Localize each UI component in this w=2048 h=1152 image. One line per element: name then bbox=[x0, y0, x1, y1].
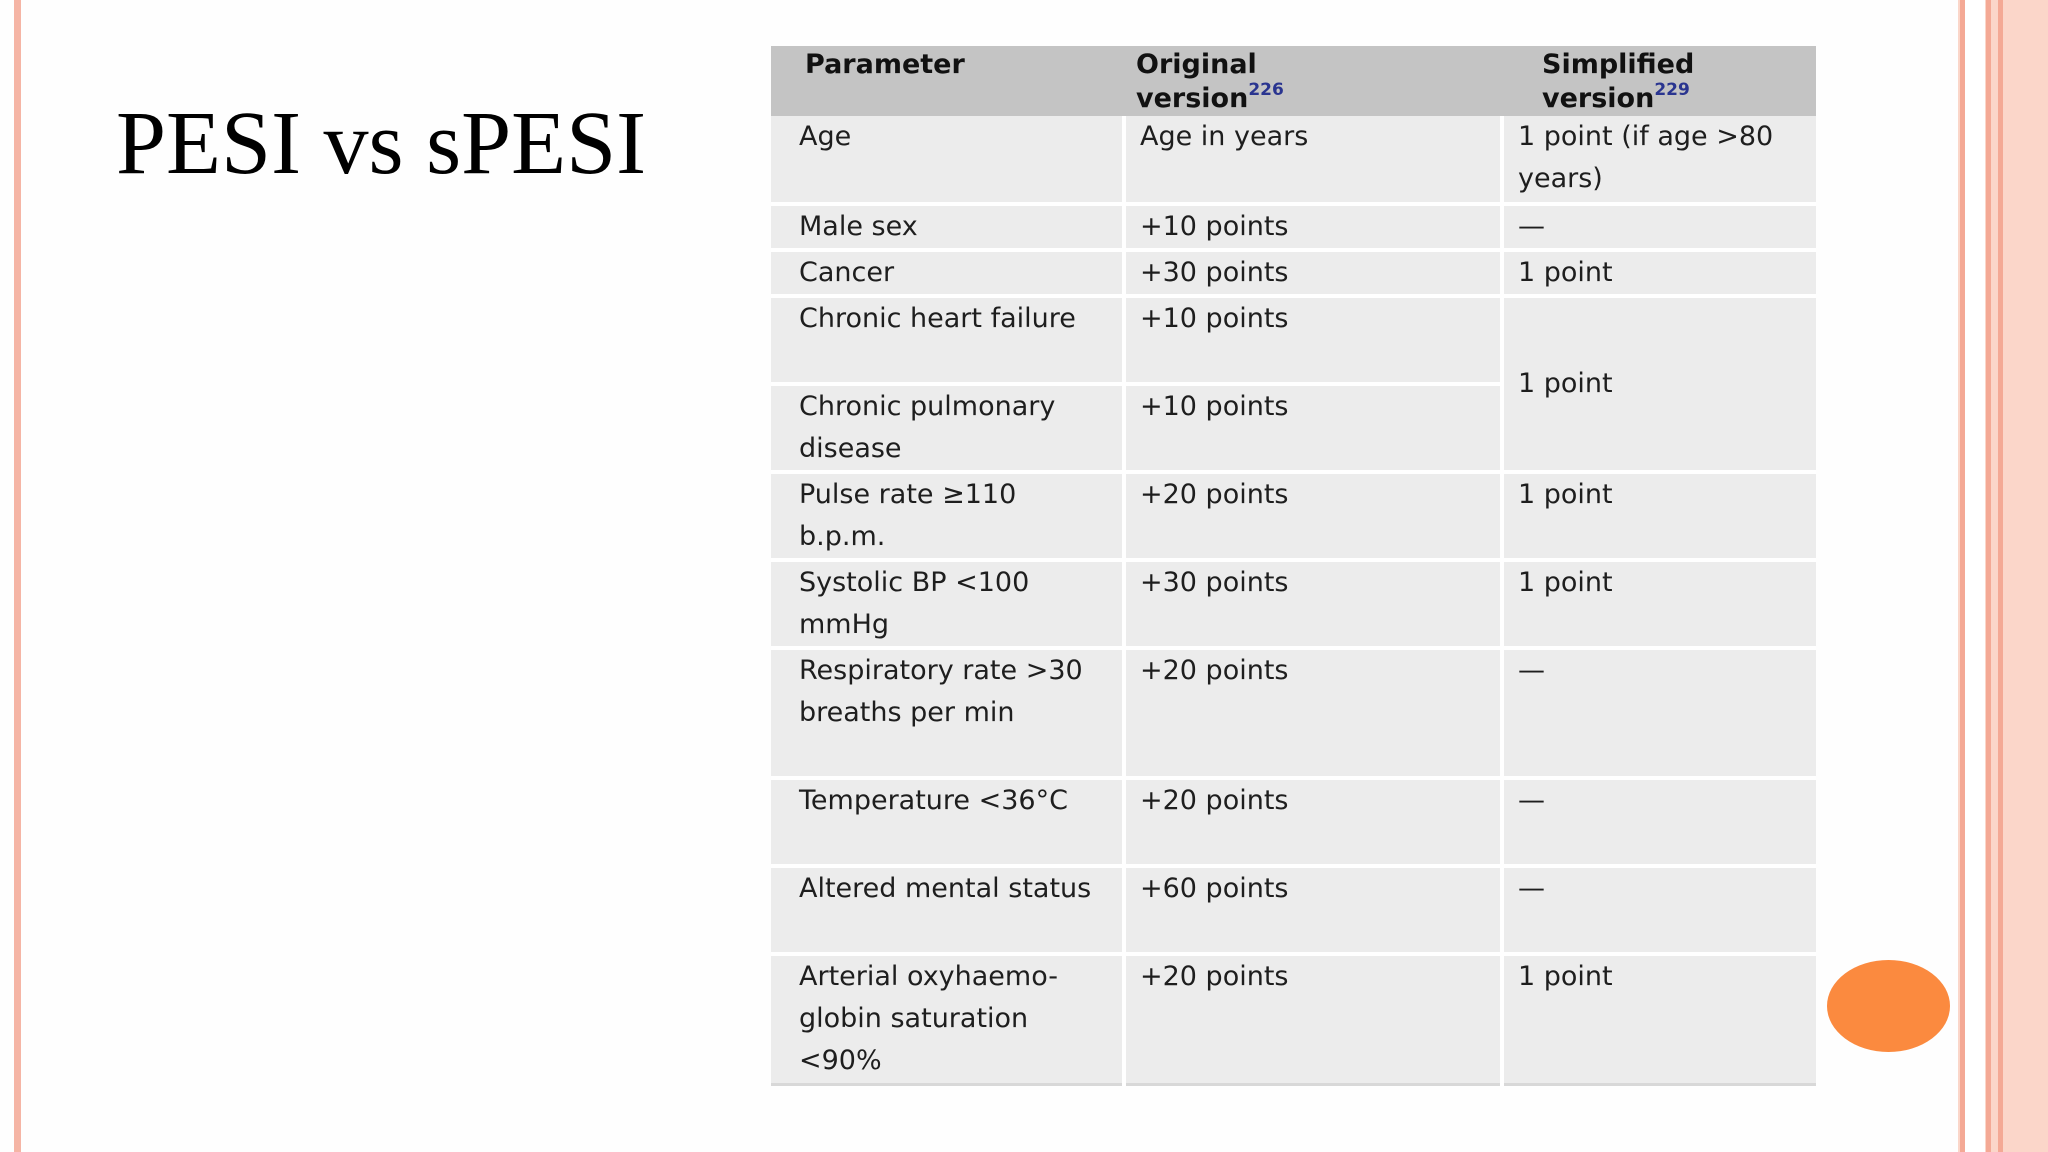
right-border-line bbox=[1998, 0, 2003, 1152]
header-label: Original bbox=[1136, 49, 1257, 80]
cell-parameter: Systolic BP <100 mmHg bbox=[771, 560, 1124, 648]
cell-simplified: 1 point bbox=[1502, 472, 1816, 560]
cell-original: Age in years bbox=[1124, 116, 1502, 204]
table-row bbox=[771, 296, 1816, 384]
header-label: version bbox=[1136, 83, 1249, 114]
cell-simplified-merged: 1 point bbox=[1502, 296, 1816, 472]
cell-simplified: 1 point bbox=[1502, 560, 1816, 648]
table-row bbox=[771, 648, 1816, 778]
cell-parameter: Pulse rate ≥110 b.p.m. bbox=[771, 472, 1124, 560]
header-parameter bbox=[771, 46, 1124, 116]
cell-parameter: Respiratory rate >30 breaths per min bbox=[771, 648, 1124, 778]
cell-simplified: — bbox=[1502, 778, 1816, 866]
cell-original: +20 points bbox=[1124, 954, 1502, 1084]
table-row bbox=[771, 954, 1816, 1084]
header-label: Simplified bbox=[1542, 49, 1695, 80]
table-row bbox=[771, 472, 1816, 560]
right-border-band bbox=[1958, 0, 2048, 1152]
cell-original: +20 points bbox=[1124, 472, 1502, 560]
reference-number: 229 bbox=[1654, 80, 1690, 100]
cell-original: +10 points bbox=[1124, 296, 1502, 384]
header-simplified-version bbox=[1502, 46, 1816, 116]
cell-simplified: — bbox=[1502, 648, 1816, 778]
cell-original: +10 points bbox=[1124, 204, 1502, 250]
cell-original: +20 points bbox=[1124, 648, 1502, 778]
cell-parameter: Male sex bbox=[771, 204, 1124, 250]
pesi-table-container bbox=[771, 46, 1816, 1086]
cell-parameter: Chronic heart failure bbox=[771, 296, 1124, 384]
cell-simplified: — bbox=[1502, 866, 1816, 954]
left-border-stripe bbox=[14, 0, 21, 1152]
cell-simplified: 1 point bbox=[1502, 250, 1816, 296]
table-row bbox=[771, 560, 1816, 648]
header-label: Parameter bbox=[805, 49, 965, 80]
cell-parameter: Arterial oxyhaemo-globin saturation <90% bbox=[771, 954, 1124, 1084]
header-original-version bbox=[1124, 46, 1502, 116]
slide-title: PESI vs sPESI bbox=[116, 94, 647, 193]
right-border-line bbox=[1986, 0, 1991, 1152]
table-row bbox=[771, 250, 1816, 296]
reference-number: 226 bbox=[1248, 80, 1284, 100]
cell-original: +60 points bbox=[1124, 866, 1502, 954]
cell-simplified: — bbox=[1502, 204, 1816, 250]
cell-original: +30 points bbox=[1124, 560, 1502, 648]
table-header-row bbox=[771, 46, 1816, 116]
cell-parameter: Chronic pulmonary disease bbox=[771, 384, 1124, 472]
cell-original: +10 points bbox=[1124, 384, 1502, 472]
cell-parameter: Temperature <36°C bbox=[771, 778, 1124, 866]
cell-original: +20 points bbox=[1124, 778, 1502, 866]
table-row bbox=[771, 778, 1816, 866]
cell-original: +30 points bbox=[1124, 250, 1502, 296]
table-row bbox=[771, 866, 1816, 954]
cell-parameter: Age bbox=[771, 116, 1124, 204]
table-row bbox=[771, 116, 1816, 204]
table-row bbox=[771, 204, 1816, 250]
header-label: version bbox=[1542, 83, 1655, 114]
cell-simplified: 1 point bbox=[1502, 954, 1816, 1084]
pesi-comparison-table bbox=[771, 46, 1816, 1086]
cell-simplified: 1 point (if age >80 years) bbox=[1502, 116, 1816, 204]
cell-parameter: Cancer bbox=[771, 250, 1124, 296]
decorative-orange-circle bbox=[1827, 960, 1950, 1052]
right-border-gap bbox=[1965, 0, 1985, 1152]
cell-parameter: Altered mental status bbox=[771, 866, 1124, 954]
